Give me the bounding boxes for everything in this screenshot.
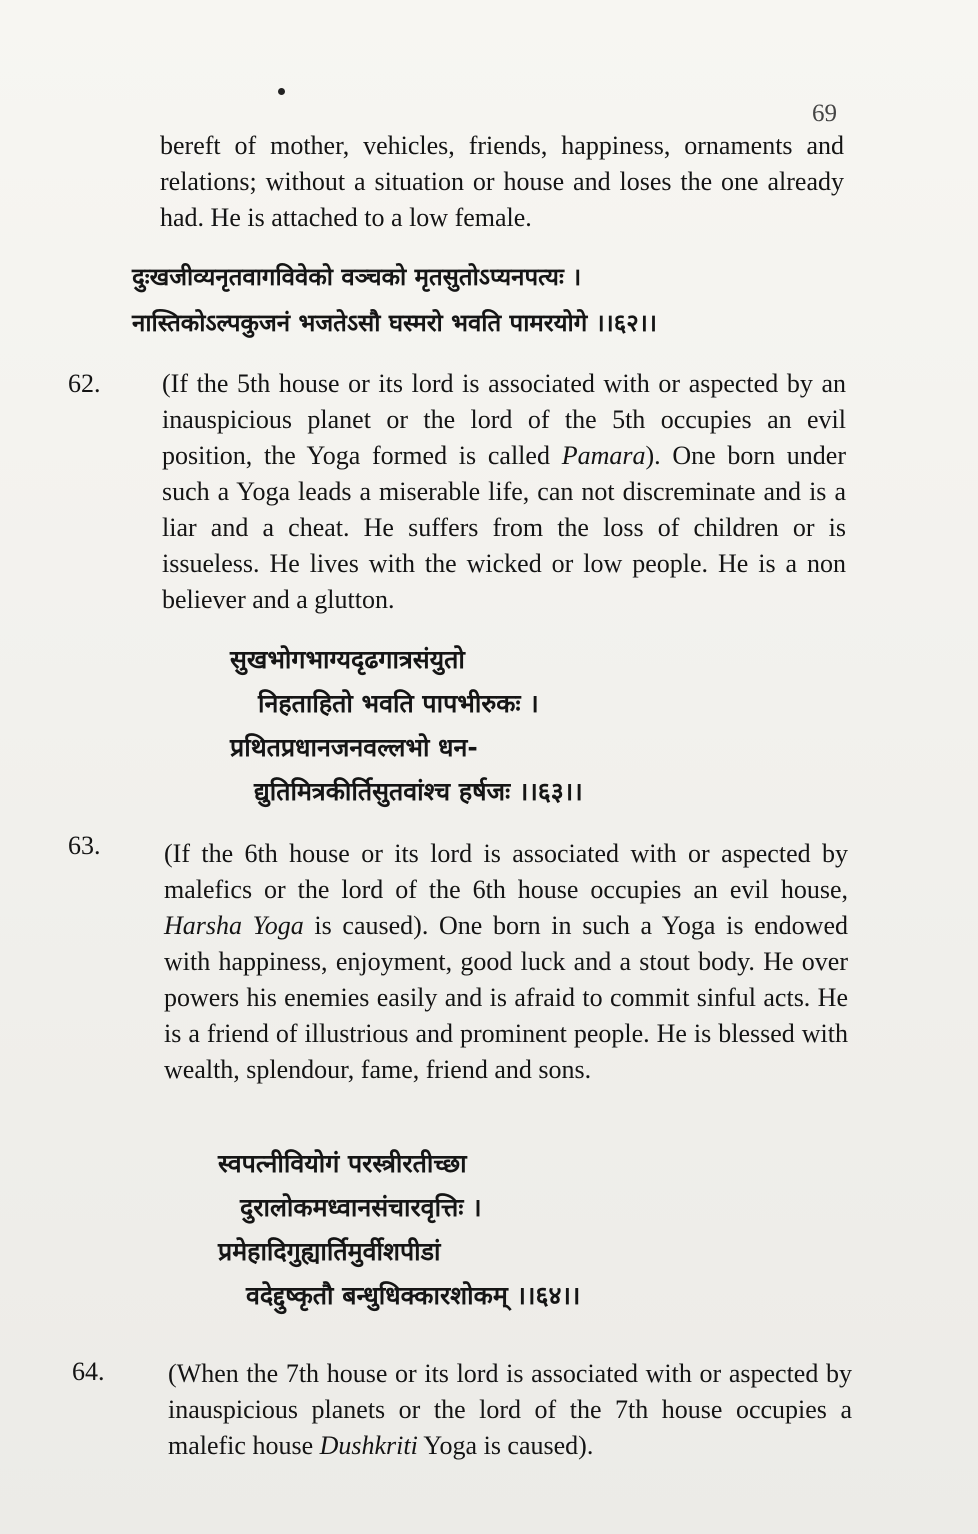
- section-number: 62.: [68, 369, 101, 398]
- yoga-term: Dushkriti: [319, 1431, 418, 1460]
- section-number: 63.: [68, 831, 101, 860]
- section-64-text: [168, 1356, 852, 1464]
- ink-dot: [278, 88, 285, 95]
- yoga-term: Pamara: [561, 441, 646, 470]
- sanskrit-verse-64: [218, 1142, 580, 1318]
- yoga-term: Harsha Yoga: [164, 911, 304, 940]
- verse-line: प्रथितप्रधानजनवल्लभो धन-: [230, 733, 478, 762]
- verse-line: स्वपत्नीवियोगं परस्त्रीरतीच्छा: [218, 1149, 467, 1178]
- sanskrit-verse-62: [132, 254, 657, 346]
- section-number: 64.: [72, 1357, 105, 1386]
- text-segment: (If the 6th house or its lord is associated with or aspected by malefics or the lord of the 6th house occupies an evil house,: [164, 839, 848, 904]
- verse-line: निहताहितो भवति पापभीरुकः ।: [258, 689, 539, 718]
- text-segment: (If the 5th house or its lord is associated with or aspected by an inauspicious planet or the lord of the 5th occupies an evil position, the Yoga formed is called: [162, 369, 846, 470]
- verse-line: वदेद्दुष्कृतौ बन्धुधिक्कारशोकम् ।।६४।।: [246, 1281, 581, 1310]
- intro-paragraph: bereft of mother, vehicles, friends, happiness, ornaments and relations; without a situation or house and loses the one already had. He is attached to a low female.: [160, 131, 844, 232]
- page-number: 69: [812, 100, 837, 127]
- sanskrit-verse-63: [230, 638, 583, 814]
- verse-line: नास्तिकोऽल्पकुजनं भजतेऽसौ घस्मरो भवति पामरयोगे ।।६२।।: [132, 309, 657, 337]
- text-segment: Yoga is caused).: [417, 1431, 594, 1460]
- verse-line: प्रमेहादिगुह्यार्तिमुर्वीशपीडां: [218, 1237, 441, 1266]
- section-62-text: [162, 366, 846, 618]
- verse-line: सुखभोगभाग्यदृढगात्रसंयुतो: [230, 645, 465, 674]
- text-segment: (When the 7th house or its lord is associated with or aspected by inauspicious planets or the lord of the 7th house occupies a malefic house: [168, 1359, 852, 1460]
- verse-line: दुरालोकमध्वानसंचारवृत्तिः ।: [240, 1193, 482, 1222]
- verse-line: दुःखजीव्यनृतवागविवेको वञ्चको मृतसुतोऽप्यनपत्यः ।: [132, 263, 582, 291]
- text-segment: is caused). One born in such a Yoga is endowed with happiness, enjoyment, good luck and a stout body. He over powers his enemies easily and is afraid to commit sinful acts. He is a friend of illustrious and prominent people. He is blessed with wealth, splendour, fame, friend and sons.: [164, 911, 848, 1084]
- section-63-text: [164, 836, 848, 1088]
- verse-line: द्युतिमित्रकीर्तिसुतवांश्च हर्षजः ।।६३।।: [254, 777, 583, 806]
- text-segment: ). One born under such a Yoga leads a miserable life, can not discreminate and is a liar and a cheat. He suffers from the loss of children or is issueless. He lives with the wicked or low people. He is a non believer and a glutton.: [162, 441, 846, 614]
